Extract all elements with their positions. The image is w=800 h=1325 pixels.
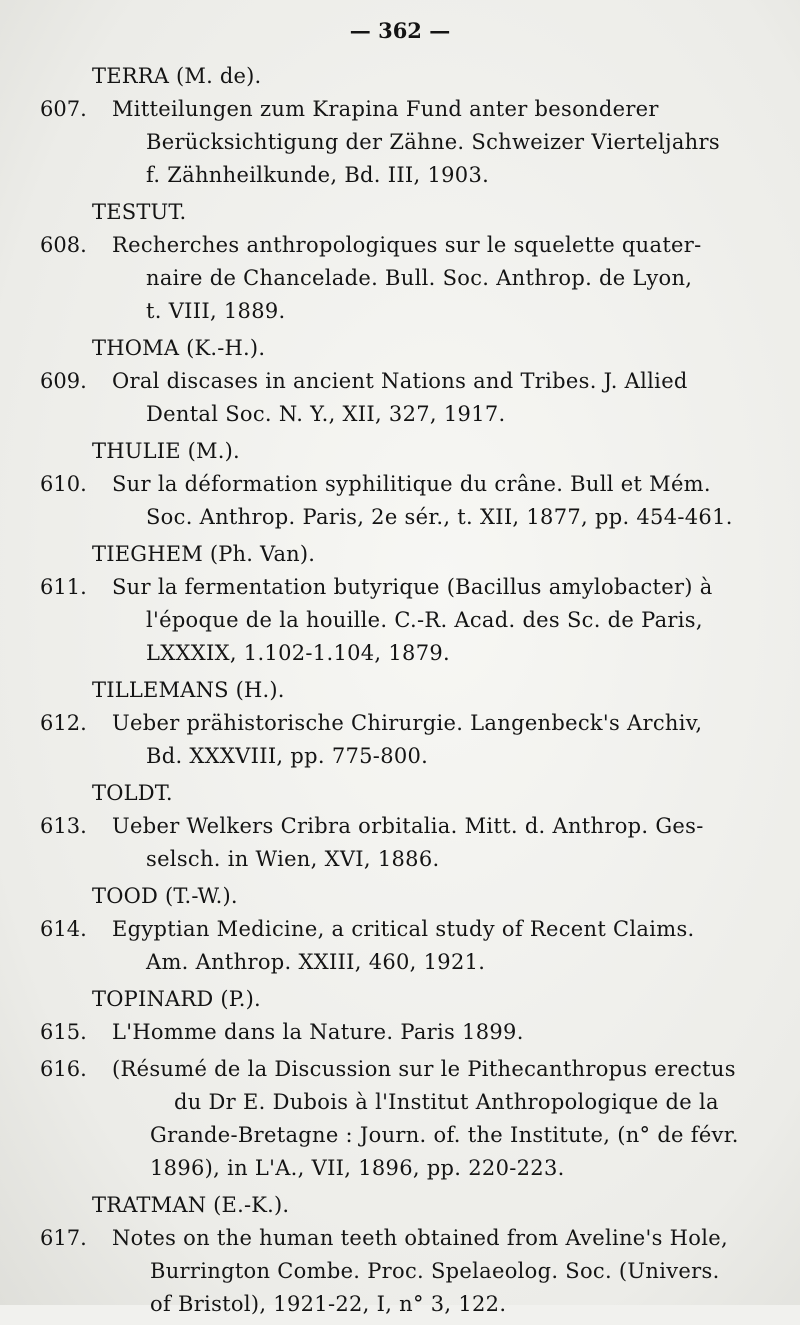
author-heading: TESTUT. [92,200,187,224]
author-heading: TERRA (M. de). [92,64,262,88]
entry-number: 616. [40,1057,87,1081]
entry-number: 614. [40,917,87,941]
author-heading: TIEGHEM (Ph. Van). [92,542,316,566]
entry-line: L'Homme dans la Nature. Paris 1899. [112,1020,524,1044]
entry-number: 612. [40,711,87,735]
entry-line: (Résumé de la Discussion sur le Pithecanthropus erectus [112,1057,736,1081]
entry-line: LXXXIX, 1.102-1.104, 1879. [146,641,450,665]
entry-line: naire de Chancelade. Bull. Soc. Anthrop. de Lyon, [146,266,693,290]
entry-line: Mitteilungen zum Krapina Fund anter besonderer [112,97,659,121]
bibliography-entry [0,913,800,979]
entry-line: Sur la déformation syphilitique du crâne. Bull et Mém. [112,472,711,496]
bibliography-entry [0,1053,800,1185]
entry-line: du Dr E. Dubois à l'Institut Anthropologique de la [174,1090,719,1114]
entry-line: Ueber Welkers Cribra orbitalia. Mitt. d. Anthrop. Ges- [112,814,704,838]
bibliography-list [0,60,800,1325]
entry-line: 1896), in L'A., VII, 1896, pp. 220-223. [150,1156,565,1180]
author-heading: THOMA (K.-H.). [92,336,266,360]
entry-number: 617. [40,1226,87,1250]
author-heading: TRATMAN (E.-K.). [92,1193,290,1217]
author-heading: THULIE (M.). [92,439,240,463]
author-heading: TOLDT. [92,781,173,805]
bibliography-entry [0,810,800,876]
entry-line: Soc. Anthrop. Paris, 2e sér., t. XII, 1877, pp. 454-461. [146,505,733,529]
entry-number: 611. [40,575,87,599]
entry-line: Egyptian Medicine, a critical study of Recent Claims. [112,917,695,941]
bibliography-entry [0,707,800,773]
bibliography-entry [0,229,800,328]
entry-number: 609. [40,369,87,393]
entry-line: of Bristol), 1921-22, I, n° 3, 122. [150,1292,507,1316]
entry-line: Recherches anthropologiques sur le squelette quater- [112,233,702,257]
entry-number: 607. [40,97,87,121]
entry-line: t. VIII, 1889. [146,299,286,323]
entry-line: Am. Anthrop. XXIII, 460, 1921. [146,950,486,974]
entry-line: Grande-Bretagne : Journ. of. the Institute, (n° de févr. [150,1123,739,1147]
entry-line: Burrington Combe. Proc. Spelaeolog. Soc. (Univers. [150,1259,720,1283]
bibliography-entry [0,468,800,534]
author-heading: TOOD (T.-W.). [92,884,238,908]
entry-line: Sur la fermentation butyrique (Bacillus amylobacter) à [112,575,713,599]
entry-line: selsch. in Wien, XVI, 1886. [146,847,440,871]
entry-line: Berücksichtigung der Zähne. Schweizer Vierteljahrs [146,130,720,154]
author-heading: TOPINARD (P.). [92,987,261,1011]
bibliography-entry [0,93,800,192]
bibliography-entry [0,1016,800,1049]
bibliography-entry [0,571,800,670]
bibliography-entry [0,365,800,431]
entry-number: 608. [40,233,87,257]
page-number: — 362 — [349,18,451,43]
entry-line: Bd. XXXVIII, pp. 775-800. [146,744,429,768]
entry-line: Dental Soc. N. Y., XII, 327, 1917. [146,402,506,426]
bibliography-entry [0,1222,800,1321]
entry-number: 615. [40,1020,87,1044]
author-heading: TILLEMANS (H.). [92,678,285,702]
entry-number: 613. [40,814,87,838]
entry-line: f. Zähnheilkunde, Bd. III, 1903. [146,163,490,187]
entry-line: Ueber prähistorische Chirurgie. Langenbeck's Archiv, [112,711,703,735]
entry-line: l'époque de la houille. C.-R. Acad. des Sc. de Paris, [146,608,703,632]
entry-line: Notes on the human teeth obtained from Aveline's Hole, [112,1226,728,1250]
entry-number: 610. [40,472,87,496]
entry-line: Oral discases in ancient Nations and Tribes. J. Allied [112,369,688,393]
